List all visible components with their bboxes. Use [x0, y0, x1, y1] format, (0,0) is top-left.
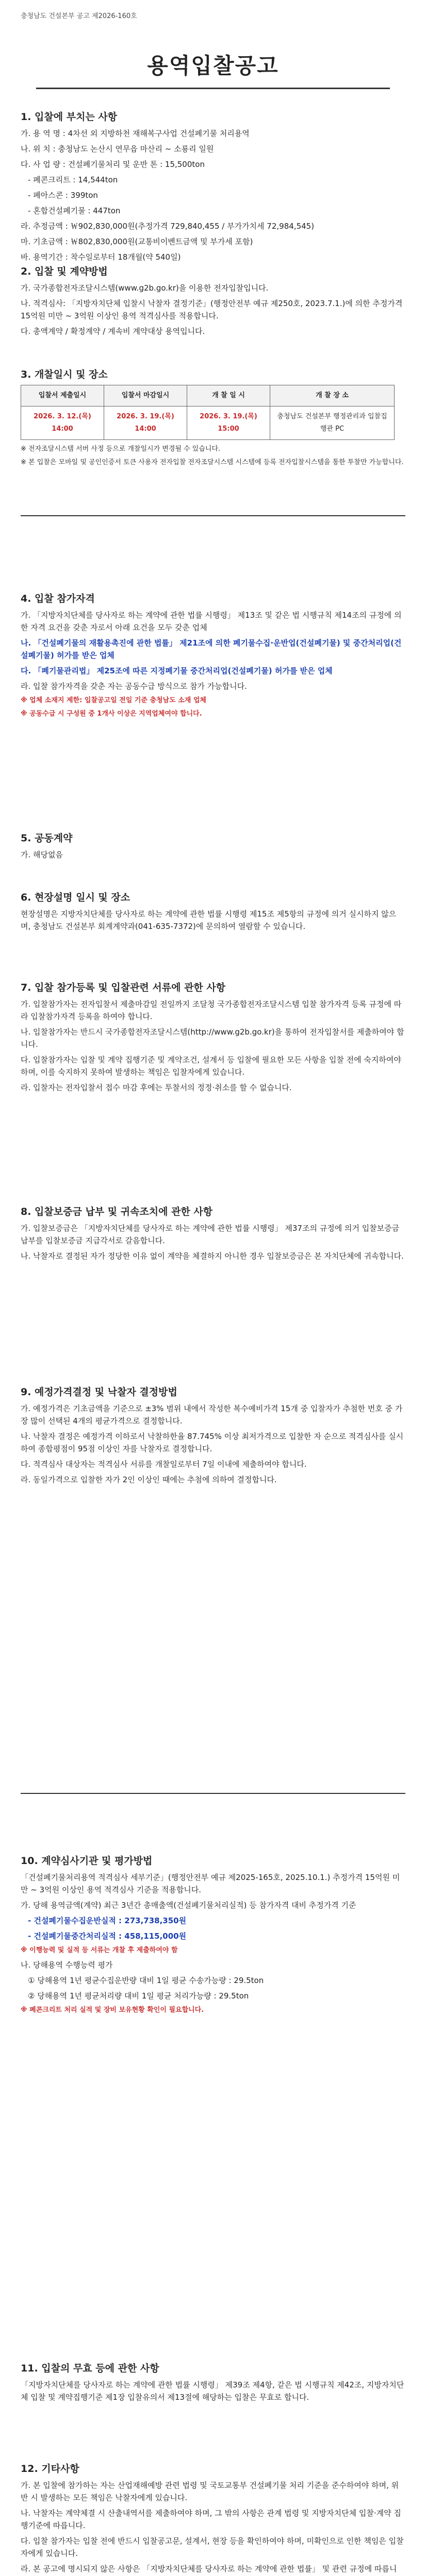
table-row [21, 406, 395, 440]
note-line: ※ 공동수급 시 구성원 중 1개사 이상은 지역업체여야 합니다. [21, 710, 202, 718]
section-heading: 10. 계약심사기관 및 평가방법 [21, 1855, 153, 1867]
section-bid-bond [21, 1206, 405, 1265]
text-line [21, 665, 405, 677]
table-header: 입찰서 제출일시 [21, 385, 104, 406]
section-site-briefing [21, 891, 405, 936]
text-line: 나. 낙찰자는 계약체결 시 산출내역서를 제출하여야 하며, 그 밖의 사항은 관계 법령 및 지방자치단체 입찰·계약 집행기준에 따릅니다. [21, 2509, 401, 2530]
text-line: 가. 당해 용역금액(계약) 최근 3년간 총매출액(건설폐기물처리실적) 등 참가자격 대비 추정가격 기준 [21, 1901, 356, 1910]
text-line: 라. 동일가격으로 입찰한 자가 2인 이상인 때에는 추첨에 의하여 결정합니다. [21, 1475, 277, 1484]
note-line: ※ 본 입찰은 모바일 및 공인인증서 토큰 사용자 전자입찰 전자조달시스템 시스템에 등록 전자입찰시스템을 통한 투찰만 가능합니다. [21, 459, 404, 466]
note-line: ※ 전자조달시스템 서버 사정 등으로 개찰일시가 변경될 수 있습니다. [21, 445, 221, 453]
text-line: 라. 입찰 참가자격을 갖춘 자는 공동수급 방식으로 참가 가능합니다. [21, 682, 247, 691]
note-line: ※ 폐콘크리트 처리 실적 및 장비 보유현황 확인이 필요합니다. [21, 2006, 204, 2014]
text-line: 가. 예정가격은 기초금액을 기준으로 ±3% 범위 내에서 작성한 복수예비가격 15개 중 입찰자가 추첨한 번호 중 가장 많이 선택된 4개의 평균가격으로 결정합니다. [21, 1404, 403, 1426]
text-line: 나. 입찰참가자는 반드시 국가종합전자조달시스템(http://www.g2b.go.kr)을 통하여 전자입찰서를 제출하여야 합니다. [21, 1027, 404, 1049]
text-line: 가. 해당없음 [21, 850, 63, 859]
section-heading: 11. 입찰의 무효 등에 관한 사항 [21, 2363, 159, 2374]
highlight-text: - 건설폐기물중간처리실적 : 458,115,000원 [28, 1931, 187, 1941]
table-cell: 2026. 3. 19.(목) 14:00 [104, 406, 187, 440]
section-registration [21, 981, 405, 1097]
section-heading: 4. 입찰 참가자격 [21, 593, 95, 604]
text-line: 나. 낙찰자 결정은 예정가격 이하로서 낙찰하한율 87.745% 이상 최저가격으로 입찰한 자 순으로 적격심사를 실시하여 종합평점이 95점 이상인 자를 낙찰자로 결정합니다. [21, 1432, 404, 1453]
text-line: 나. 낙찰자로 결정된 자가 정당한 이유 없이 계약을 체결하지 아니한 경우 입찰보증금은 본 자치단체에 귀속합니다. [21, 1251, 404, 1261]
page-title: 용역입찰공고 [147, 53, 279, 78]
section-other [21, 2463, 405, 2576]
section-divider [21, 515, 405, 516]
text-line: 다. 입찰 참가자는 입찰 전에 반드시 입찰공고문, 설계서, 현장 등을 확인하여야 하며, 미확인으로 인한 책임은 입찰자에게 있습니다. [21, 2536, 404, 2558]
table-cell: 2026. 3. 19.(목) 15:00 [187, 406, 270, 440]
text-line: - 폐아스콘 : 399ton [28, 191, 98, 200]
text-line: 라. 입찰자는 전자입찰서 접수 마감 후에는 투찰서의 정정·취소를 할 수 없습니다. [21, 1083, 292, 1092]
text-line: 다. 사 업 량 : 건설폐기물처리 및 운반 톤 : 15,500ton [21, 160, 205, 169]
announcement-number: 충청남도 건설본부 공고 제2026-160호 [21, 12, 137, 20]
section-invalid-bids [21, 2362, 405, 2406]
text-line: 나. 적격심사: 「지방자치단체 입찰시 낙찰자 결정기준」(행정안전부 예규 제250호, 2023.7.1.)에 의한 추정가격 15억원 미만 ~ 3억원 이상인 용역 적격심사를 적용합니다. [21, 299, 403, 320]
text-line: ② 당해용역 1년 평균처리량 대비 1일 평균 처리가능량 : 29.5ton [28, 1991, 249, 2001]
section-heading: 2. 입찰 및 계약방법 [21, 266, 108, 277]
highlight-text: 다. 「폐기물관리법」 제25조에 따른 지정폐기물 중간처리업(건설폐기물) 허가를 받은 업체 [21, 666, 333, 675]
text-line: 현장설명은 지방자치단체를 당사자로 하는 계약에 관한 법률 시행령 제15조 제5항의 규정에 의거 실시하지 않으며, 충청남도 건설본부 회계계약과(041-635-7372)에 문의하여 열람할 수 있습니다. [21, 909, 397, 931]
section-evaluation [21, 1855, 405, 2019]
table-header: 개 찰 일 시 [187, 385, 270, 406]
section-bid-items [21, 111, 405, 266]
table-header: 입찰서 마감일시 [104, 385, 187, 406]
text-line: 가. 입찰참가자는 전자입찰서 제출마감일 전일까지 조달청 국가종합전자조달시스템 입찰 참가자격 등록 규정에 따라 입찰참가자격 등록을 하여야 합니다. [21, 999, 402, 1021]
text-line [21, 1930, 405, 1942]
text-line: 가. 「지방자치단체를 당사자로 하는 계약에 관한 법률 시행령」 제13조 및 같은 법 시행규칙 제14조의 규정에 의한 자격 요건을 갖춘 자로서 아래 요건을 모두 갖춘 업체 [21, 611, 402, 632]
highlight-text: - 건설폐기물수집운반실적 : 273,738,350원 [28, 1916, 187, 1925]
text-line: 라. 추정금액 : ￦902,830,000원(추정가격 729,840,455 / 부가가치세 72,984,545) [21, 222, 315, 231]
section-eligibility [21, 592, 405, 722]
note-line: ※ 이행능력 및 실적 등 서류는 개찰 후 제출하여야 함 [21, 1946, 178, 1954]
title-divider [36, 88, 390, 89]
highlight-text: 나. 「건설폐기물의 재활용촉진에 관한 법률」 제21조에 의한 폐기물수집·운반업(건설폐기물) 및 중간처리업(건설폐기물) 허가를 받은 업체 [21, 638, 402, 660]
text-line [21, 637, 405, 662]
section-heading: 7. 입찰 참가등록 및 입찰관련 서류에 관한 사항 [21, 982, 226, 993]
section-heading: 5. 공동계약 [21, 833, 73, 844]
note-line: ※ 업체 소재지 제한: 입찰공고일 전일 기준 충청남도 소재 업체 [21, 697, 206, 704]
text-line: 가. 국가종합전자조달시스템(www.g2b.go.kr)을 이용한 전자입찰입니다. [21, 283, 269, 293]
text-line: ① 당해용역 1년 평균수집운반량 대비 1일 평균 수송가능량 : 29.5ton [28, 1976, 264, 1985]
schedule-table [21, 385, 395, 440]
table-header: 개 찰 장 소 [270, 385, 395, 406]
section-heading: 6. 현장설명 일시 및 장소 [21, 892, 130, 903]
text-line: 나. 당해용역 수행능력 평가 [21, 1960, 113, 1970]
section-divider [21, 1793, 405, 1794]
text-line: 가. 본 입찰에 참가하는 자는 산업재해예방 관련 법령 및 국토교통부 건설폐기물 처리 기준을 준수하여야 하며, 위반 시 발생하는 모든 책임은 낙찰자에게 있습니다. [21, 2481, 399, 2502]
section-heading: 9. 예정가격결정 및 낙찰자 결정방법 [21, 1386, 177, 1398]
text-line: 다. 입찰참가자는 입찰 및 계약 집행기준 및 계약조건, 설계서 등 입찰에 필요한 모든 사항을 입찰 전에 숙지하여야 하며, 이를 숙지하지 못하여 발생하는 책임은 입찰자에게 있습니다. [21, 1055, 401, 1077]
section-bid-method [21, 265, 405, 341]
text-line [21, 1914, 405, 1927]
text-line: 다. 총액계약 / 확정계약 / 계속비 계약대상 용역입니다. [21, 327, 205, 336]
text-line: 가. 입찰보증금은 「지방자치단체를 당사자로 하는 계약에 관한 법률 시행령」 제37조의 규정에 의거 입찰보증금 납부를 입찰보증금 지급각서로 갈음합니다. [21, 1224, 400, 1245]
text-line: 「건설폐기물처리용역 적격심사 세부기준」(행정안전부 예규 제2025-165호, 2025.10.1.) 추정가격 15억원 미만 ~ 3억원 이상인 용역 적격심사 기준을 적용합니다. [21, 1873, 400, 1894]
table-cell: 충청남도 건설본부 행정관리과 입찰집행관 PC [270, 406, 395, 440]
section-joint-contract [21, 832, 405, 864]
text-line: 라. 본 공고에 명시되지 않은 사항은 「지방자치단체를 당사자로 하는 계약에 관한 법률」 및 관련 규정에 따릅니 [21, 2564, 397, 2573]
text-line: 바. 용역기간 : 착수일로부터 18개월(약 540일) [21, 252, 181, 262]
text-line: 「지방자치단체를 당사자로 하는 계약에 관한 법률 시행령」 제39조 제4항, 같은 법 시행규칙 제42조, 지방자치단체 입찰 및 계약집행기준 제1장 입찰유의서 제13절에 해당하는 입찰은 무효로 합니다. [21, 2380, 404, 2402]
section-heading: 1. 입찰에 부치는 사항 [21, 111, 118, 123]
section-opening-schedule [21, 368, 405, 471]
text-line: 가. 용 역 명 : 4차선 외 지방하천 재해복구사업 건설폐기물 처리용역 [21, 129, 250, 138]
section-heading: 8. 입찰보증금 납부 및 귀속조치에 관한 사항 [21, 1206, 213, 1217]
section-heading: 3. 개찰일시 및 장소 [21, 369, 108, 380]
text-line: - 혼합건설폐기물 : 447ton [28, 206, 121, 215]
text-line: 다. 적격심사 대상자는 적격심사 서류를 개찰일로부터 7일 이내에 제출하여야 합니다. [21, 1460, 307, 1469]
section-heading: 12. 기타사항 [21, 2463, 79, 2475]
table-header-row [21, 385, 395, 406]
text-line: 나. 위 치 : 충청남도 논산시 연무읍 마산리 ~ 소룡리 일원 [21, 144, 214, 154]
table-cell: 2026. 3. 12.(목) 14:00 [21, 406, 104, 440]
text-line: 마. 기초금액 : ￦802,830,000원(교통비이벤트금액 및 부가세 포함) [21, 237, 253, 246]
text-line: - 폐콘크리트 : 14,544ton [28, 175, 118, 184]
section-price-decision [21, 1386, 405, 1489]
